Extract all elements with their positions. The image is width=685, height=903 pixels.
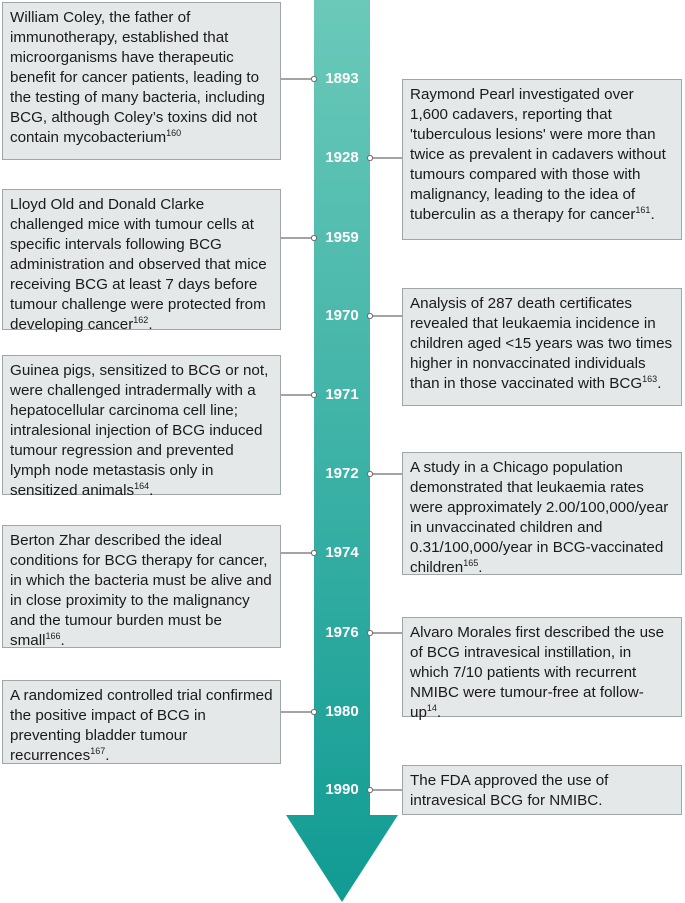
event-ref-1976: 14 [426, 702, 437, 713]
event-tail-1959: . [148, 316, 153, 333]
event-box-1928 [402, 79, 682, 240]
event-text-1928: Raymond Pearl investigated over 1,600 cadavers, reporting that 'tuberculous lesions' were more than twice as prevalent in cadavers without tumours compared with those with malignancy, leading to the idea of tuberculin as a therapy for cancer [410, 86, 666, 223]
event-tail-1974: . [60, 632, 65, 649]
year-label-1893: 1893 [325, 70, 359, 87]
event-box-1972 [402, 452, 682, 575]
event-box-1980 [2, 680, 281, 764]
event-text-1980: A randomized controlled trial confirmed the positive impact of BCG in preventing bladder tumour recurrences [10, 687, 273, 764]
year-label-1970: 1970 [325, 307, 359, 324]
event-ref-1970: 163 [642, 373, 658, 384]
event-ref-1893: 160 [166, 127, 182, 138]
event-ref-1928: 161 [635, 204, 651, 215]
event-text-1990: The FDA approved the use of intravesical BCG for NMIBC. [410, 772, 609, 809]
event-box-1970 [402, 288, 682, 406]
timeline-arrow [286, 0, 398, 902]
year-label-1980: 1980 [325, 703, 359, 720]
event-text-1893: William Coley, the father of immunotherapy, established that microorganisms have therapeutic benefit for cancer patients, leading to the testing of many bacteria, including BCG, although Coley’s toxins did not contain mycobacterium [10, 9, 265, 146]
event-tail-1970: . [657, 375, 662, 392]
event-ref-1980: 167 [90, 745, 106, 756]
event-tail-1976: . [436, 704, 442, 721]
event-box-1893 [2, 2, 281, 160]
event-text-1970: Analysis of 287 death certificates revealed that leukaemia incidence in children aged <15 years was two times higher in nonvaccinated individuals than in those vaccinated with BCG [410, 295, 673, 392]
year-label-1974: 1974 [325, 544, 359, 561]
year-label-1971: 1971 [325, 386, 359, 403]
year-label-1990: 1990 [325, 781, 359, 798]
event-box-1990 [402, 765, 682, 815]
event-tail-1972: . [478, 559, 483, 576]
event-text-1976: Alvaro Morales first described the use of BCG intravesical instillation, in which 7/10 patients with recurrent NMIBC were tumour-free at follow-up [410, 624, 665, 721]
event-tail-1928: . [650, 206, 655, 223]
year-label-1972: 1972 [325, 465, 359, 482]
event-text-1959: Lloyd Old and Donald Clarke challenged mice with tumour cells at specific intervals following BCG administration and observed that mice receiving BCG at least 7 days before tumour challenge were protected from developing cancer [10, 196, 267, 333]
event-text-1974: Berton Zhar described the ideal conditions for BCG therapy for cancer, in which the bacteria must be alive and in close proximity to the malignancy and the tumour burden must be small [10, 532, 272, 649]
event-box-1971 [2, 355, 281, 499]
event-tail-1971: . [149, 482, 154, 499]
event-tail-1980: . [105, 747, 110, 764]
event-box-1974 [2, 525, 281, 648]
event-text-1971: Guinea pigs, sensitized to BCG or not, were challenged intradermally with a hepatocellular carcinoma cell line; intralesional injection of BCG induced tumour regression and prevented lymph node metastasis only in sensitized animals [10, 362, 269, 499]
event-box-1959 [2, 189, 281, 333]
year-label-1959: 1959 [325, 229, 359, 246]
event-ref-1974: 166 [45, 630, 61, 641]
event-ref-1972: 165 [463, 557, 479, 568]
event-box-1976 [402, 617, 682, 721]
event-ref-1971: 164 [134, 480, 150, 491]
year-label-1976: 1976 [325, 624, 359, 641]
event-ref-1959: 162 [133, 314, 149, 325]
event-text-1972: A study in a Chicago population demonstrated that leukaemia rates were approximately 2.00/100,000/year in unvaccinated children and 0.31/100,000/year in BCG-vaccinated children [410, 459, 669, 576]
year-label-1928: 1928 [325, 149, 359, 166]
